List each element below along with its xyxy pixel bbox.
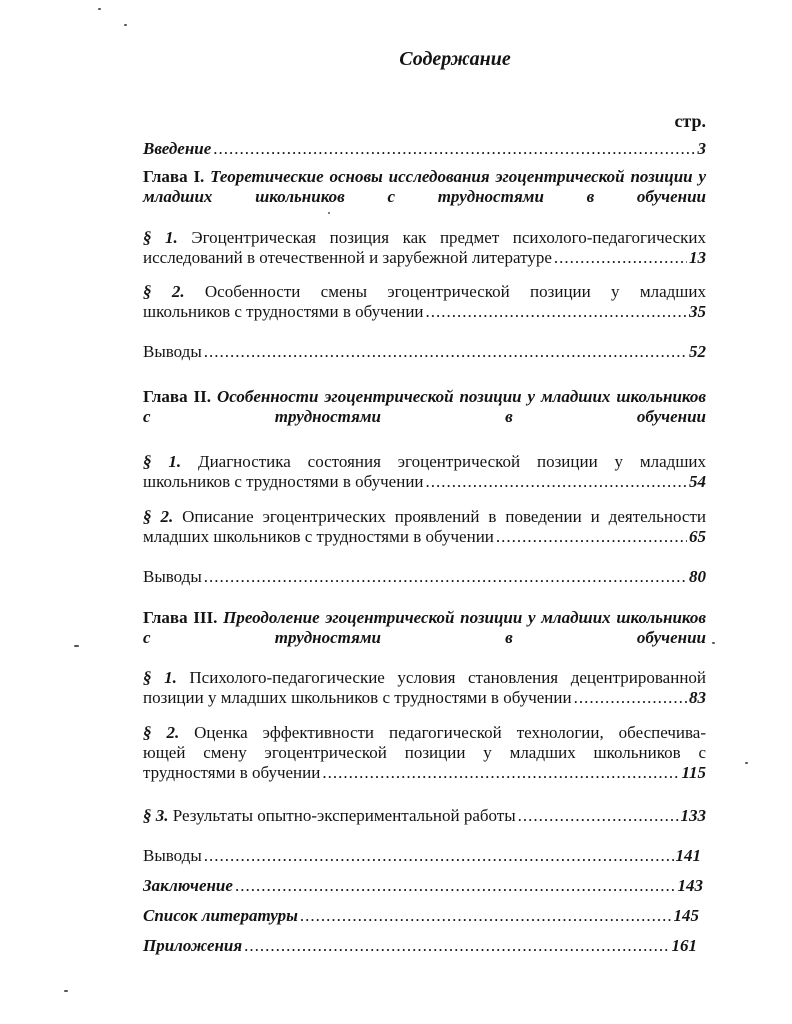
toc-entry-conclusion[interactable] xyxy=(143,876,703,896)
section-title-line2: позиции у младших школьников с трудностями в обучении xyxy=(143,688,572,707)
dot-leader xyxy=(235,876,676,896)
section-title-line2: школьников с трудностями в обучении xyxy=(143,472,424,491)
dot-leader xyxy=(204,342,687,362)
toc-section-3-3[interactable] xyxy=(143,806,706,826)
toc-section-3-2[interactable] xyxy=(143,723,706,783)
toc-label: Выводы xyxy=(143,567,202,586)
section-prefix: § 3. xyxy=(143,806,169,825)
dot-leader xyxy=(204,567,687,587)
dot-leader xyxy=(426,472,687,492)
section-prefix: § 1. xyxy=(143,668,177,687)
chapter-title: Особенности эгоцентрической позиции у младших школьников с трудностями в обучении xyxy=(143,387,706,426)
dot-leader xyxy=(213,139,695,159)
chapter-prefix: Глава I. xyxy=(143,167,205,186)
dot-leader xyxy=(496,527,687,547)
toc-page-number: 145 xyxy=(673,906,699,925)
toc-section-1-2[interactable] xyxy=(143,282,706,322)
toc-page-number: 35 xyxy=(689,302,706,321)
chapter-prefix: Глава II. xyxy=(143,387,212,406)
toc-page-number: 83 xyxy=(689,688,706,707)
chapter-title: Преодоление эгоцентрической позиции у младших школьников с трудностями в обучении xyxy=(143,608,706,647)
dot-leader xyxy=(244,936,669,956)
section-title-line1: Эгоцентрическая позиция как предмет психолого-педагогических xyxy=(191,228,707,247)
chapter-title: Теоретические основы исследования эгоцентрической позиции у младших школьников с трудностями в обучении xyxy=(143,167,706,206)
section-prefix: § 2. xyxy=(143,507,174,526)
toc-page-number: 141 xyxy=(675,846,701,865)
toc-section-1-1[interactable] xyxy=(143,228,706,268)
scan-speck xyxy=(98,8,101,10)
toc-page-number: 65 xyxy=(689,527,706,546)
toc-label: Приложения xyxy=(143,936,243,955)
toc-page-number: 161 xyxy=(671,936,697,955)
dot-leader xyxy=(322,763,679,783)
section-title-line1: Психолого-педагогические условия становления децентрированной xyxy=(189,668,707,687)
toc-label: Результаты опытно-экспериментальной работы xyxy=(172,806,516,825)
toc-page-number: 52 xyxy=(689,342,706,361)
section-prefix: § 2. xyxy=(143,282,185,301)
toc-chapter-3[interactable] xyxy=(143,608,706,648)
toc-label: Заключение xyxy=(143,876,233,895)
section-prefix: § 1. xyxy=(143,228,178,247)
section-title-line2: ющей смену эгоцентрической позиции у младших школьников с xyxy=(143,743,706,762)
toc-page-number: 80 xyxy=(689,567,706,586)
dot-leader xyxy=(204,846,674,866)
section-title-line3: трудностями в обучении xyxy=(143,763,321,782)
scan-speck xyxy=(328,212,330,214)
scan-speck xyxy=(712,642,715,644)
scan-speck xyxy=(124,24,127,26)
section-title-line2: исследований в отечественной и зарубежной литературе xyxy=(143,248,552,267)
dot-leader xyxy=(300,906,672,926)
section-title-line2: школьников с трудностями в обучении xyxy=(143,302,424,321)
dot-leader xyxy=(554,248,687,268)
dot-leader xyxy=(426,302,687,322)
toc-section-2-2[interactable] xyxy=(143,507,706,547)
toc-page-number: 133 xyxy=(680,806,706,825)
scan-speck xyxy=(745,762,748,764)
toc-section-2-1[interactable] xyxy=(143,452,706,492)
toc-section-3-1[interactable] xyxy=(143,668,706,708)
toc-page-number: 3 xyxy=(697,139,706,158)
scan-speck xyxy=(74,645,79,647)
section-title-line1: Описание эгоцентрических проявлений в поведении и деятельности xyxy=(182,507,706,526)
toc-page-number: 54 xyxy=(689,472,706,491)
toc-conclusions-ch3[interactable] xyxy=(143,846,701,866)
section-title-line1: Оценка эффективности педагогической технологии, обеспечива- xyxy=(194,723,707,742)
toc-chapter-2[interactable] xyxy=(143,387,706,427)
chapter-prefix: Глава III. xyxy=(143,608,218,627)
toc-entry-introduction[interactable] xyxy=(143,139,706,159)
toc-label: Выводы xyxy=(143,846,202,865)
dot-leader xyxy=(518,806,679,826)
section-title-line2: младших школьников с трудностями в обучении xyxy=(143,527,494,546)
toc-conclusions-ch2[interactable] xyxy=(143,567,706,587)
page-title: Содержание xyxy=(399,48,511,70)
scan-speck xyxy=(64,990,68,992)
toc-entry-appendices[interactable] xyxy=(143,936,697,956)
section-prefix: § 1. xyxy=(143,452,182,471)
section-prefix: § 2. xyxy=(143,723,180,742)
toc-entry-references[interactable] xyxy=(143,906,699,926)
section-title-line1: Особенности смены эгоцентрической позиции у младших xyxy=(204,282,706,301)
toc-page-number: 143 xyxy=(677,876,703,895)
toc-conclusions-ch1[interactable] xyxy=(143,342,706,362)
toc-page-number: 115 xyxy=(681,763,706,782)
dot-leader xyxy=(574,688,687,708)
section-title-line1: Диагностика состояния эгоцентрической позиции у младших xyxy=(197,452,707,471)
toc-chapter-1[interactable] xyxy=(143,167,706,207)
toc-label: Введение xyxy=(143,139,212,158)
toc-label: Выводы xyxy=(143,342,202,361)
page-column-label: стр. xyxy=(674,111,706,131)
toc-page-number: 13 xyxy=(689,248,706,267)
toc-label: Список литературы xyxy=(143,906,298,925)
